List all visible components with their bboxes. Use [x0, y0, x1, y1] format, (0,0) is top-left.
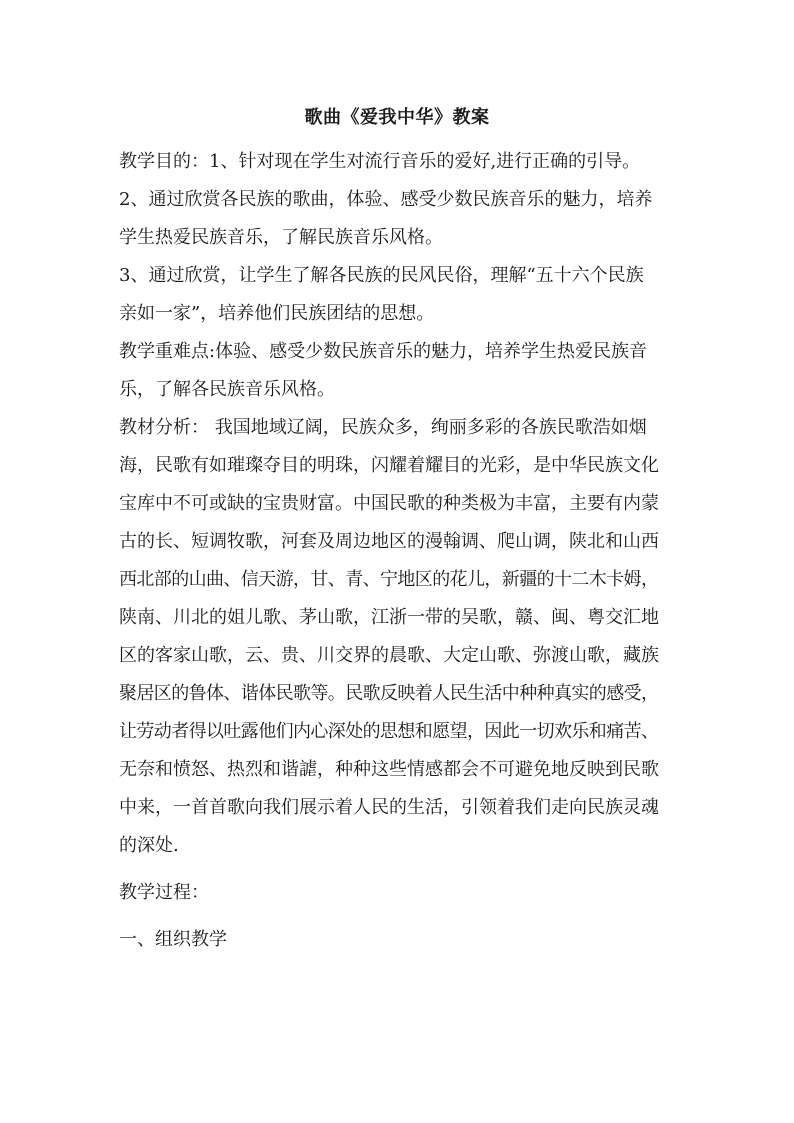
paragraph-line-objective-3a: 3、通过欣赏，让学生了解各民族的民风民俗，理解“五十六个民族 — [119, 265, 644, 286]
paragraph-line-analysis-7: 区的客家山歌，云、贵、川交界的晨歌、大定山歌、弥渡山歌，藏族 — [119, 645, 659, 666]
paragraph-line-analysis-11: 中来，一首首歌向我们展示着人民的生活，引领着我们走向民族灵魂 — [119, 797, 659, 818]
paragraph-line-analysis-10: 无奈和愤怒、热烈和谐謔，种种这些情感都会不可避免地反映到民歌 — [119, 759, 659, 780]
paragraph-line-analysis-6: 陕南、川北的姐儿歌、茅山歌，江浙一带的吴歌，赣、闽、粤交汇地 — [119, 607, 659, 628]
paragraph-line-objective-2a: 2、通过欣赏各民族的歌曲，体验、感受少数民族音乐的魅力，培养 — [119, 189, 653, 210]
paragraph-line-objective-1: 教学目的：1、针对现在学生对流行音乐的爱好,进行正确的引导。 — [119, 151, 641, 172]
paragraph-line-analysis-12: 的深处. — [119, 835, 179, 856]
paragraph-line-analysis-1: 教材分析： 我国地域辽阔，民族众多，绚丽多彩的各族民歌浩如烟 — [119, 417, 647, 438]
paragraph-line-analysis-8: 聚居区的鲁体、谐体民歌等。民歌反映着人民生活中种种真实的感受， — [119, 683, 659, 704]
paragraph-line-analysis-3: 宝库中不可或缺的宝贵财富。中国民歌的种类极为丰富，主要有内蒙 — [119, 493, 659, 514]
paragraph-line-analysis-4: 古的长、短调牧歌，河套及周边地区的漫翰调、爬山调，陕北和山西 — [119, 531, 659, 552]
document-title: 歌曲《爱我中华》教案 — [304, 107, 490, 128]
paragraph-line-objective-3b: 亲如一家”，培养他们民族团结的思想。 — [119, 303, 435, 324]
section-heading-process: 教学过程： — [119, 882, 209, 903]
paragraph-line-analysis-2: 海，民歌有如璀璨夺目的明珠，闪耀着耀目的光彩，是中华民族文化 — [119, 455, 659, 476]
paragraph-line-analysis-5: 西北部的山曲、信天游，甘、青、宁地区的花儿，新疆的十二木卡姆， — [119, 569, 659, 590]
paragraph-line-analysis-9: 让劳动者得以吐露他们内心深处的思想和愿望，因此一切欢乐和痛苦、 — [119, 721, 659, 742]
section-heading-organize: 一、组织教学 — [119, 929, 227, 950]
document-body — [119, 143, 679, 959]
paragraph-line-objective-2b: 学生热爱民族音乐，了解民族音乐风格。 — [119, 227, 443, 248]
paragraph-line-key-points-b: 乐，了解各民族音乐风格。 — [119, 379, 335, 400]
paragraph-line-key-points-a: 教学重难点:体验、感受少数民族音乐的魅力，培养学生热爱民族音 — [119, 341, 648, 362]
